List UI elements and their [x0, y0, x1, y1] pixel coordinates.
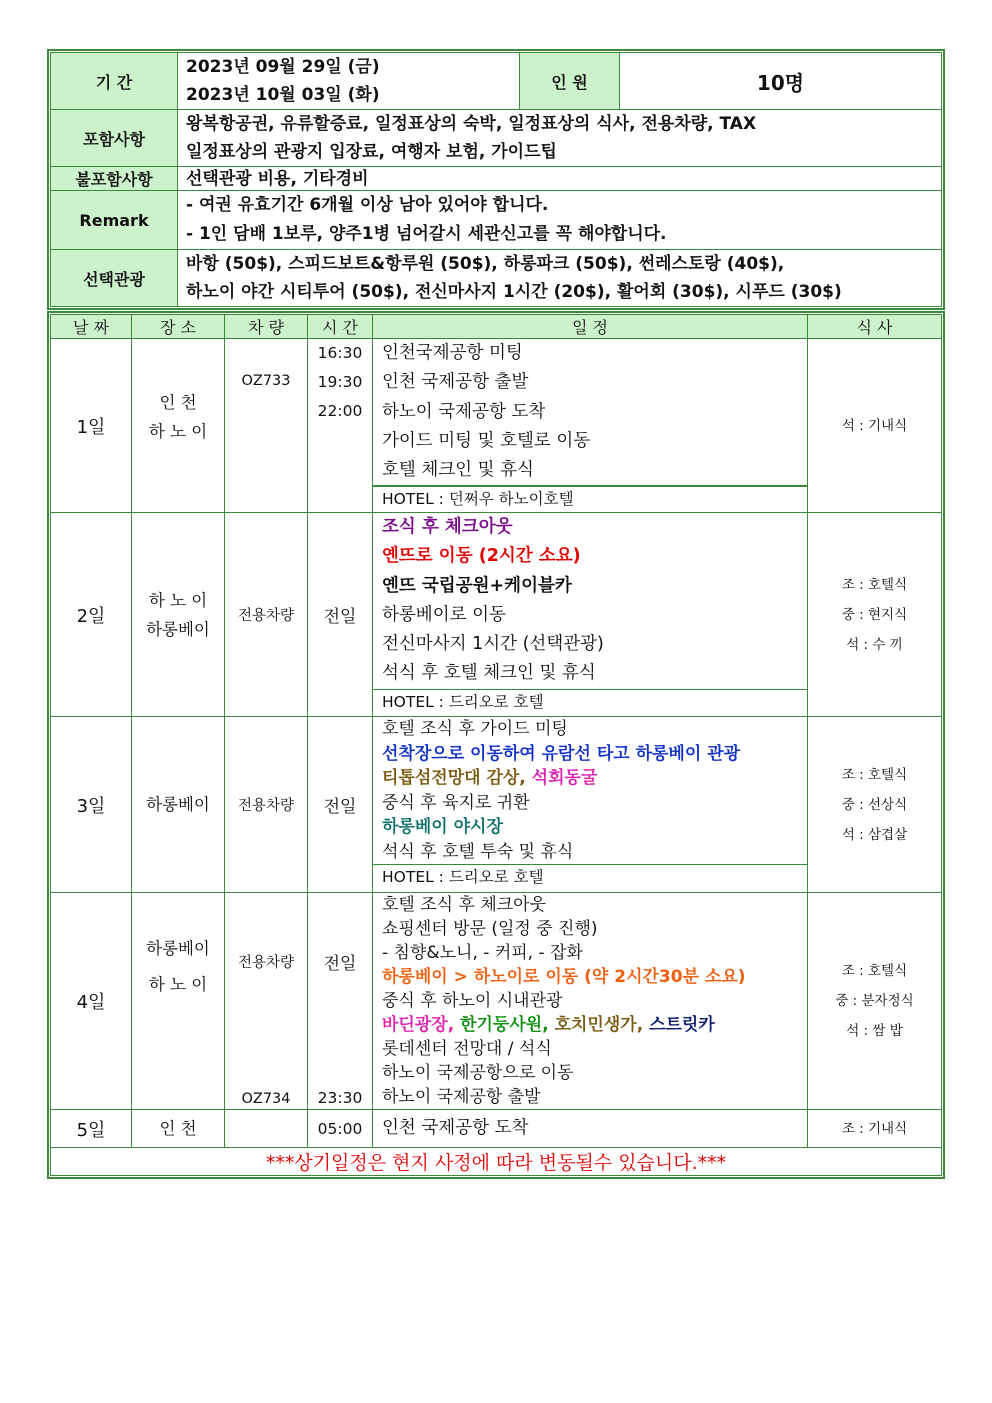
day-3-vehicle: 전용차량	[225, 717, 308, 893]
day-3-schedule: 호텔 조식 후 가이드 미팅 선착장으로 이동하여 유람선 타고 하롱베이 관광 티톱섬전망대 감상, 석회동굴 중식 후 육지로 귀환 하롱베이 야시장 석식 후 호텔 투숙 및 휴식 HOTEL : 드리오로 호텔	[373, 717, 808, 893]
optional-tour-value: 바항 (50$), 스피드보트&항루원 (50$), 하롱파크 (50$), 썬레스토랑 (40$), 하노이 야간 시티투어 (50$), 전신마사지 1시간 (20$), 활어회 (30$), 시푸드 (30$)	[178, 250, 942, 307]
day-2-meals: 조 : 호텔식 중 : 현지식 석 : 수 끼	[808, 513, 942, 717]
day-1-place: 인 천 하 노 이	[132, 339, 225, 513]
day-4-label: 4일	[51, 893, 132, 1110]
day-3-row	[51, 717, 942, 893]
day-4-time: 전일 23:30	[308, 893, 373, 1110]
day-5-vehicle	[225, 1110, 308, 1148]
trip-info-table	[50, 52, 942, 307]
day-4-meals: 조 : 호텔식 중 : 분자정식 석 : 쌈 밥	[808, 893, 942, 1110]
header-time: 시 간	[308, 315, 373, 339]
people-label: 인 원	[520, 53, 620, 110]
optional-tour-label: 선택관광	[51, 250, 178, 307]
day-1-times: 16:30 19:30 22:00	[308, 339, 373, 513]
day-3-place: 하롱베이	[132, 717, 225, 893]
remark-label: Remark	[51, 191, 178, 250]
day-2-schedule: 조식 후 체크아웃 옌뜨로 이동 (2시간 소요) 옌뜨 국립공원+케이블카 하롱베이로 이동 전신마사지 1시간 (선택관광) 석식 후 호텔 체크인 및 휴식 HOTEL : 드리오로 호텔	[373, 513, 808, 717]
day-1-row	[51, 339, 942, 513]
day-5-time: 05:00	[308, 1110, 373, 1148]
day-4-schedule: 호텔 조식 후 체크아웃 쇼핑센터 방문 (일정 중 진행) - 침향&노니, - 커피, - 잡화 하롱베이 > 하노이로 이동 (약 2시간30분 소요) 중식 후 하노이 시내관광 바딘광장, 한기둥사원, 호치민생가, 스트릿카 롯데센터 전망대 / 석식 하노이 국제공항으로 이동 하노이 국제공항 출발	[373, 893, 808, 1110]
header-date: 날 짜	[51, 315, 132, 339]
day-4-row	[51, 893, 942, 1110]
day-1-hotel: HOTEL : 던쩌우 하노이호텔	[373, 485, 807, 511]
period-value: 2023년 09월 29일 (금) 2023년 10월 03일 (화)	[178, 53, 520, 110]
day-3-label: 3일	[51, 717, 132, 893]
period-label: 기 간	[51, 53, 178, 110]
day-4-place: 하롱베이 하 노 이	[132, 893, 225, 1110]
day-5-schedule: 인천 국제공항 도착	[373, 1110, 808, 1148]
day-5-place: 인 천	[132, 1110, 225, 1148]
schedule-change-note: ***상기일정은 현지 사정에 따라 변동될수 있습니다.***	[51, 1148, 942, 1176]
day-1-vehicle: OZ733	[225, 339, 308, 513]
day-1-schedule: 인천국제공항 미팅 인천 국제공항 출발 하노이 국제공항 도착 가이드 미팅 및 호텔로 이동 호텔 체크인 및 휴식 HOTEL : 던쩌우 하노이호텔	[373, 339, 808, 513]
day-2-place: 하 노 이 하롱베이	[132, 513, 225, 717]
header-place: 장 소	[132, 315, 225, 339]
day-5-meals: 조 : 기내식	[808, 1110, 942, 1148]
day-1-label: 1일	[51, 339, 132, 513]
header-vehicle: 차 량	[225, 315, 308, 339]
remark-value: - 여권 유효기간 6개월 이상 남아 있어야 합니다. - 1인 담배 1보루, 양주1병 넘어갈시 세관신고를 꼭 해야합니다.	[178, 191, 942, 250]
header-schedule: 일 정	[373, 315, 808, 339]
included-label: 포함사항	[51, 110, 178, 167]
day-3-hotel: HOTEL : 드리오로 호텔	[373, 864, 807, 889]
itinerary-table	[50, 314, 942, 1176]
header-meal: 식 사	[808, 315, 942, 339]
day-4-vehicle: 전용차량 OZ734	[225, 893, 308, 1110]
excluded-label: 불포함사항	[51, 167, 178, 191]
day-2-label: 2일	[51, 513, 132, 717]
day-2-time: 전일	[308, 513, 373, 717]
day-5-row	[51, 1110, 942, 1148]
included-value: 왕복항공권, 유류할증료, 일정표상의 숙박, 일정표상의 식사, 전용차량, TAX 일정표상의 관광지 입장료, 여행자 보험, 가이드팁	[178, 110, 942, 167]
day-2-hotel: HOTEL : 드리오로 호텔	[373, 689, 807, 714]
day-2-vehicle: 전용차량	[225, 513, 308, 717]
people-value: 10명	[620, 53, 942, 110]
day-3-meals: 조 : 호텔식 중 : 선상식 석 : 삼겹살	[808, 717, 942, 893]
day-1-meals: 석 : 기내식	[808, 339, 942, 513]
itinerary-header-row	[51, 315, 942, 339]
excluded-value: 선택관광 비용, 기타경비	[178, 167, 942, 191]
day-2-row	[51, 513, 942, 717]
day-3-time: 전일	[308, 717, 373, 893]
day-5-label: 5일	[51, 1110, 132, 1148]
